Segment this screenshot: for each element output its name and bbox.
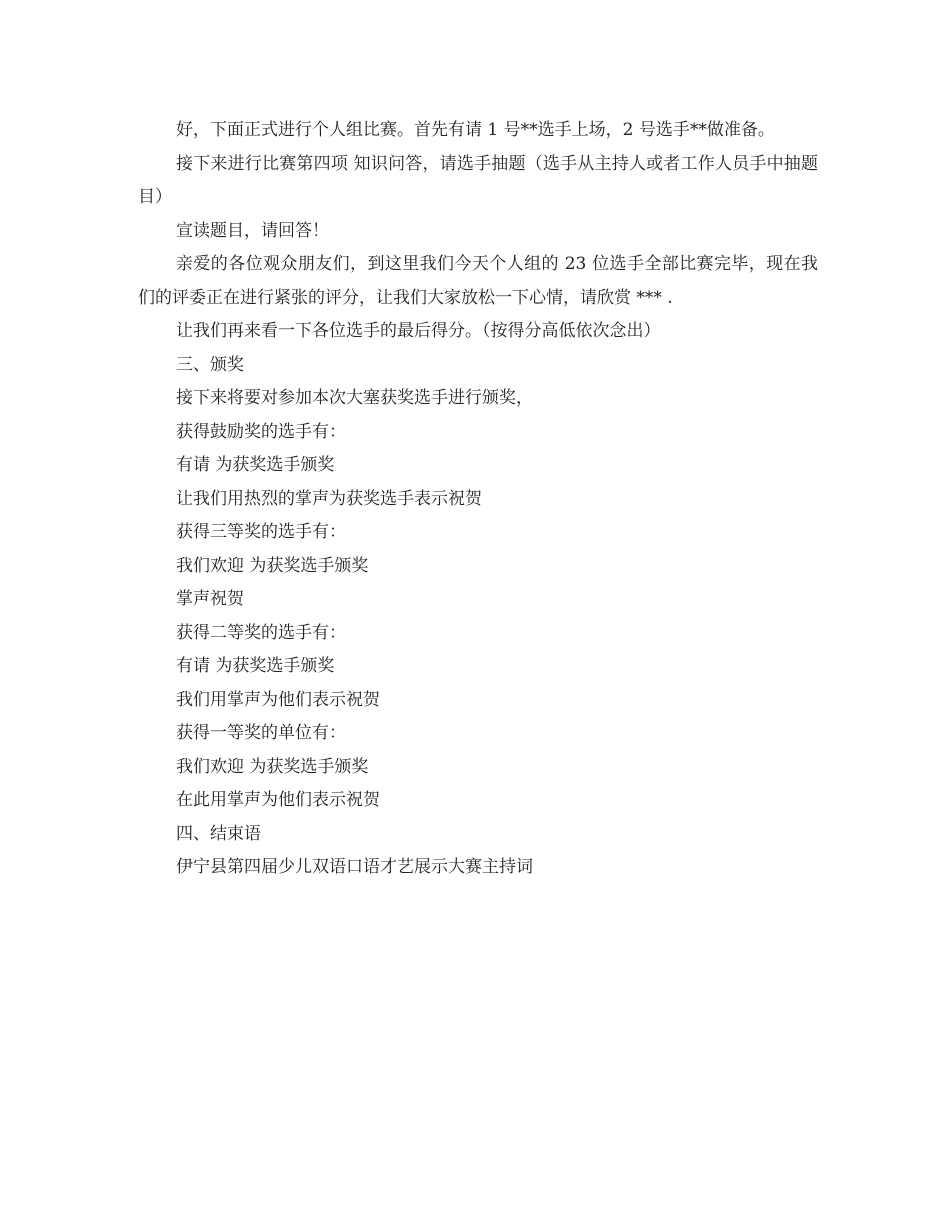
paragraph: 接下来将要对参加本次大塞获奖选手进行颁奖， (176, 388, 533, 408)
paragraph: 掌声祝贺 (176, 589, 244, 609)
paragraph: 有请 为获奖选手颁奖 (176, 656, 335, 676)
paragraph: 获得鼓励奖的选手有： (176, 421, 346, 442)
paragraph: 我们用掌声为他们表示祝贺 (176, 689, 380, 710)
paragraph: 我们欢迎 为获奖选手颁奖 (176, 756, 369, 777)
paragraph: 在此用掌声为他们表示祝贺 (176, 790, 380, 810)
paragraph: 好，下面正式进行个人组比赛。首先有请 1 号**选手上场，2 号选手**做准备。 (176, 120, 775, 140)
document-body (138, 114, 818, 885)
paragraph: 亲爱的各位观众朋友们，到这里我们今天个人组的 23 位选手全部比赛完毕，现在我们的评委正在进行紧张的评分，让我们大家放松一下心情，请欣赏 *** . (138, 254, 818, 308)
section-heading: 三、颁奖 (176, 354, 244, 375)
paragraph: 获得二等奖的选手有： (176, 622, 346, 643)
paragraph: 我们欢迎 为获奖选手颁奖 (176, 555, 369, 576)
section-heading: 四、结束语 (176, 823, 261, 844)
paragraph: 获得三等奖的选手有： (176, 522, 346, 542)
paragraph: 让我们用热烈的掌声为获奖选手表示祝贺 (176, 488, 482, 509)
paragraph: 获得一等奖的单位有： (176, 723, 346, 743)
paragraph: 伊宁县第四届少儿双语口语才艺展示大赛主持词 (176, 857, 533, 877)
paragraph: 有请 为获奖选手颁奖 (176, 455, 335, 475)
paragraph: 让我们再来看一下各位选手的最后得分。（按得分高低依次念出） (176, 321, 661, 341)
paragraph: 接下来进行比赛第四项 知识问答，请选手抽题（选手从主持人或者工作人员手中抽题目） (138, 153, 818, 207)
paragraph: 宣读题目，请回答！ (176, 220, 329, 241)
